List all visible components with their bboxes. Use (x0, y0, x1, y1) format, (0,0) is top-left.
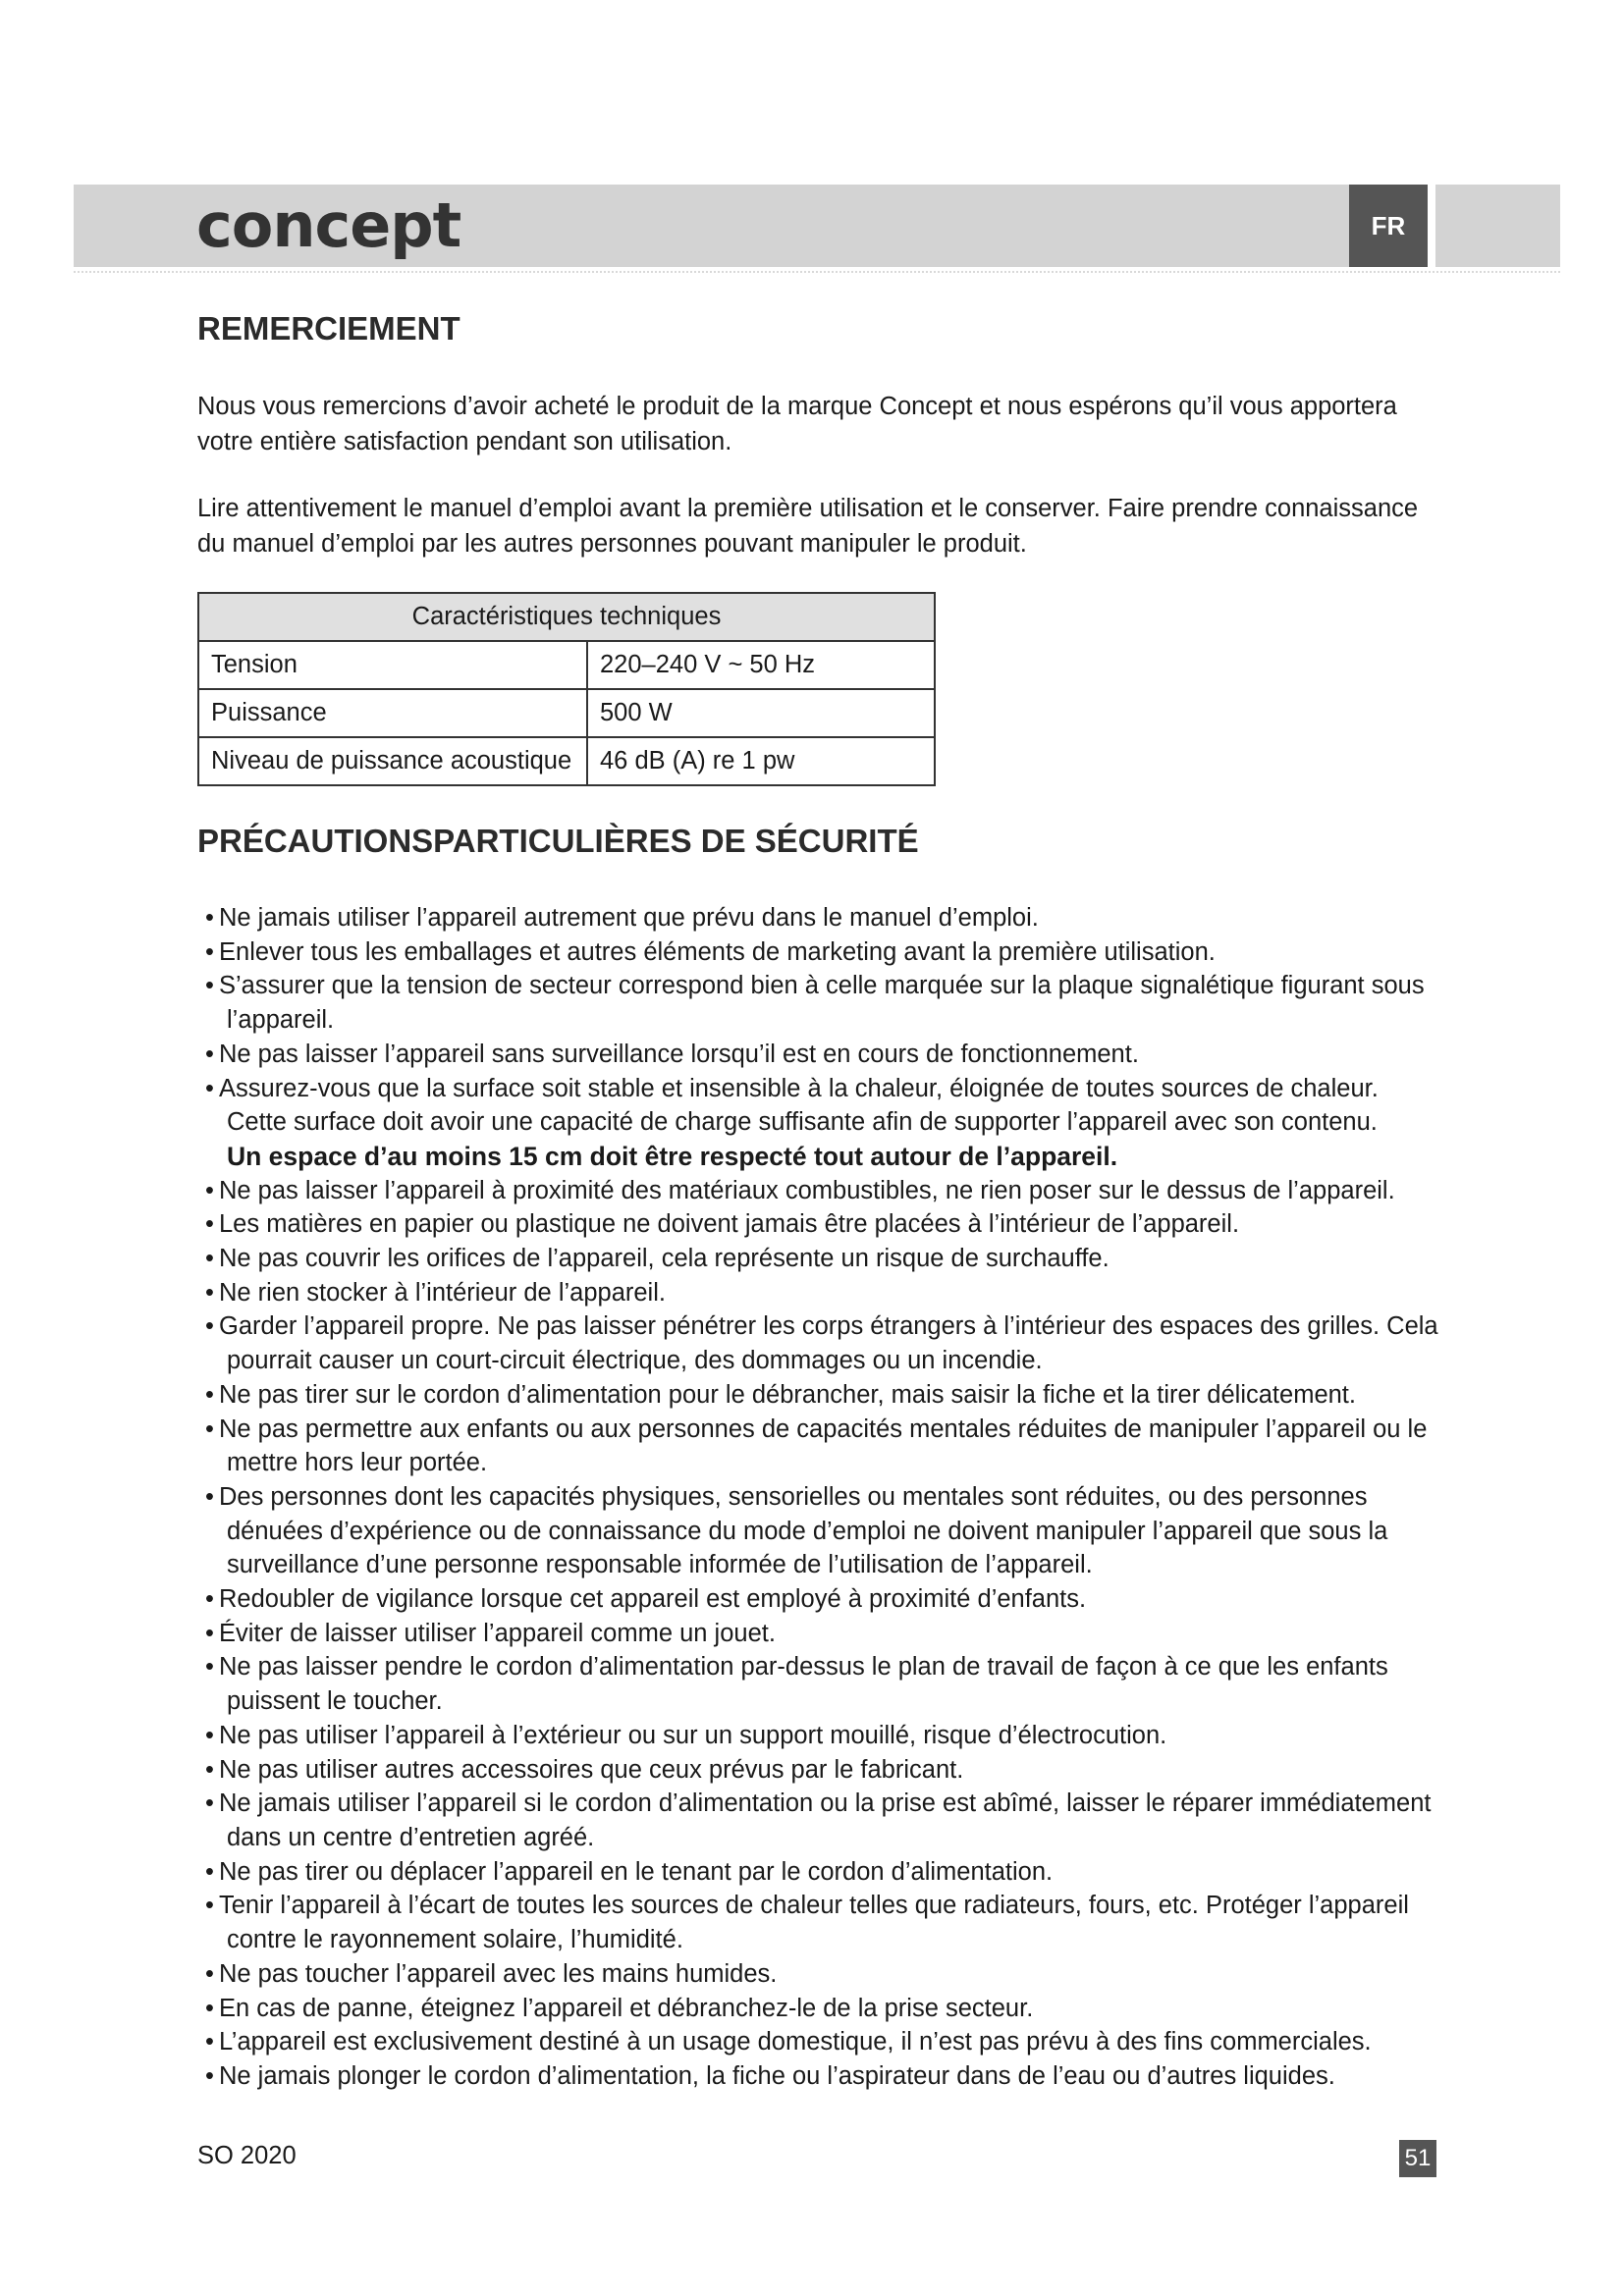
language-badge: FR (1349, 185, 1428, 267)
table-row (198, 689, 935, 737)
list-item: • Ne pas utiliser autres accessoires que ceux prévus par le fabricant. (197, 1753, 1444, 1788)
list-item: • Ne jamais utiliser l’appareil si le cordon d’alimentation ou la prise est abîmé, laisser le réparer immédiatement dans un centre d’entretien agréé. (197, 1787, 1444, 1854)
list-item: • Ne pas utiliser l’appareil à l’extérieur ou sur un support mouillé, risque d’électrocution. (197, 1719, 1444, 1753)
list-item: • Ne pas tirer sur le cordon d’alimentation pour le débrancher, mais saisir la fiche et la tirer délicatement. (197, 1378, 1444, 1413)
spec-value: 220–240 V ~ 50 Hz (587, 641, 935, 689)
header-dotted-rule (74, 271, 1560, 273)
spec-value: 500 W (587, 689, 935, 737)
table-row (198, 737, 935, 785)
safety-list (197, 901, 1444, 2094)
list-item: • Ne pas laisser l’appareil à proximité des matériaux combustibles, ne rien poser sur le dessus de l’appareil. (197, 1174, 1444, 1208)
list-item: • Ne pas laisser l’appareil sans surveillance lorsqu’il est en cours de fonctionnement. (197, 1038, 1444, 1072)
list-item: • Ne jamais plonger le cordon d’alimentation, la fiche ou l’aspirateur dans de l’eau ou d’autres liquides. (197, 2059, 1444, 2094)
footer-model: SO 2020 (197, 2142, 297, 2169)
list-item: • En cas de panne, éteignez l’appareil et débranchez-le de la prise secteur. (197, 1992, 1444, 2026)
spec-label: Tension (198, 641, 587, 689)
brand-logo: concept (196, 189, 461, 261)
list-item: • Ne pas couvrir les orifices de l’appareil, cela représente un risque de surchauffe. (197, 1242, 1444, 1276)
list-item: • Ne pas toucher l’appareil avec les mains humides. (197, 1957, 1444, 1992)
list-item: • Ne pas tirer ou déplacer l’appareil en le tenant par le cordon d’alimentation. (197, 1855, 1444, 1890)
list-item: • L’appareil est exclusivement destiné à un usage domestique, il n’est pas prévu à des fins commerciales. (197, 2025, 1444, 2059)
specs-table (197, 592, 936, 786)
list-item: • Ne pas permettre aux enfants ou aux personnes de capacités mentales réduites de manipuler l’appareil ou le mettre hors leur portée. (197, 1413, 1444, 1480)
list-item: • Éviter de laisser utiliser l’appareil comme un jouet. (197, 1617, 1444, 1651)
list-item: • Ne jamais utiliser l’appareil autrement que prévu dans le manuel d’emploi. (197, 901, 1444, 935)
section-title-thanks: REMERCIEMENT (197, 310, 460, 347)
page-number: 51 (1399, 2140, 1436, 2177)
list-item: • S’assurer que la tension de secteur correspond bien à celle marquée sur la plaque signalétique figurant sous l’appareil. (197, 969, 1444, 1037)
spec-value: 46 dB (A) re 1 pw (587, 737, 935, 785)
specs-header-row (198, 593, 935, 641)
header-divider (1428, 185, 1435, 267)
specs-header: Caractéristiques techniques (198, 593, 935, 641)
list-item: • Tenir l’appareil à l’écart de toutes les sources de chaleur telles que radiateurs, fours, etc. Protéger l’appareil contre le rayonnement solaire, l’humidité. (197, 1889, 1444, 1956)
list-item-text: Assurez-vous que la surface soit stable et insensible à la chaleur, éloignée de toutes sources de chaleur. Cette surface doit avoir une capacité de charge suffisante afin de supporter l’appareil avec son contenu. (219, 1074, 1379, 1137)
list-item: • Enlever tous les emballages et autres éléments de marketing avant la première utilisation. (197, 935, 1444, 970)
list-item: • Ne pas laisser pendre le cordon d’alimentation par-dessus le plan de travail de façon à ce que les enfants puissent le toucher. (197, 1650, 1444, 1718)
clearance-note: Un espace d’au moins 15 cm doit être respecté tout autour de l’appareil. (227, 1141, 1118, 1171)
list-item: • Ne rien stocker à l’intérieur de l’appareil. (197, 1276, 1444, 1310)
list-item (197, 1072, 1444, 1174)
section-title-safety: PRÉCAUTIONSPARTICULIÈRES DE SÉCURITÉ (197, 823, 919, 859)
list-item: • Garder l’appareil propre. Ne pas laisser pénétrer les corps étrangers à l’intérieur des espaces des grilles. Cela pourrait causer un court-circuit électrique, des dommages ou un incendie. (197, 1309, 1444, 1377)
thanks-paragraph-2: Lire attentivement le manuel d’emploi avant la première utilisation et le conserver. Faire prendre connaissance du manuel d’emploi par les autres personnes pouvant manipuler le produit. (197, 495, 1419, 558)
list-item: • Redoubler de vigilance lorsque cet appareil est employé à proximité d’enfants. (197, 1582, 1444, 1617)
list-item: • Les matières en papier ou plastique ne doivent jamais être placées à l’intérieur de l’appareil. (197, 1207, 1444, 1242)
thanks-paragraph-1: Nous vous remercions d’avoir acheté le produit de la marque Concept et nous espérons qu’il vous apportera votre entière satisfaction pendant son utilisation. (197, 393, 1397, 455)
list-item: • Des personnes dont les capacités physiques, sensorielles ou mentales sont réduites, ou des personnes dénuées d’expérience ou de connaissance du mode d’emploi ne doivent manipuler l’appareil que sous la surveillance d’une personne responsable informée de l’utilisation de l’appareil. (197, 1480, 1444, 1582)
table-row (198, 641, 935, 689)
spec-label: Niveau de puissance acoustique (198, 737, 587, 785)
spec-label: Puissance (198, 689, 587, 737)
